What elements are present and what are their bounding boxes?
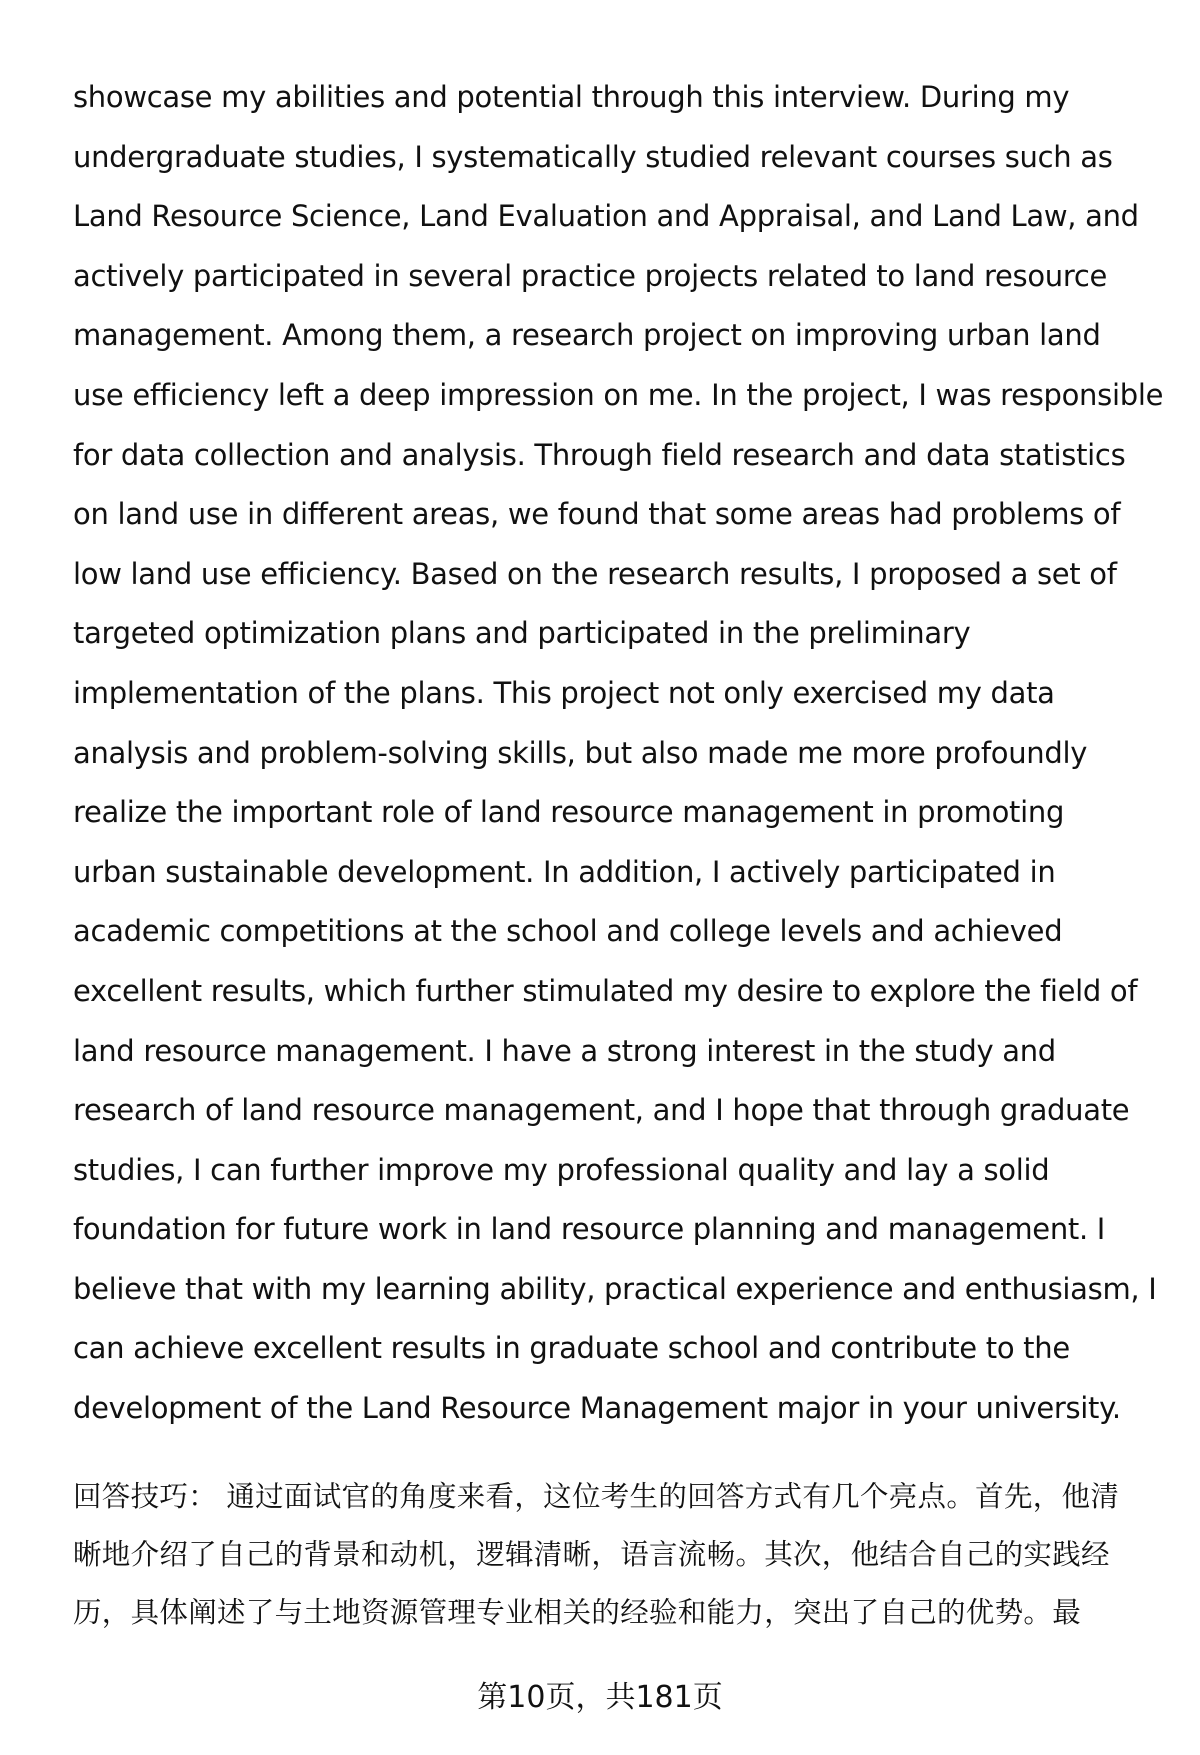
- text-line: Land Resource Science, Land Evaluation and Appraisal, and Land Law, and: [73, 199, 1139, 234]
- answer-paragraph: [73, 68, 1183, 1439]
- text-line: research of land resource management, and I hope that through graduate: [73, 1093, 1130, 1128]
- text-line: academic competitions at the school and college levels and achieved: [73, 914, 1063, 949]
- text-line: 回答技巧： 通过面试官的角度来看，这位考生的回答方式有几个亮点。首先，他清: [73, 1480, 1120, 1513]
- text-line: realize the important role of land resource management in promoting: [73, 795, 1065, 830]
- text-line: land resource management. I have a strong interest in the study and: [73, 1033, 1056, 1068]
- text-line: believe that with my learning ability, practical experience and enthusiasm, I: [73, 1271, 1157, 1306]
- text-line: management. Among them, a research project on improving urban land: [73, 318, 1101, 353]
- text-line: targeted optimization plans and participated in the preliminary: [73, 616, 971, 651]
- text-line: foundation for future work in land resource planning and management. I: [73, 1212, 1106, 1247]
- text-line: low land use efficiency. Based on the research results, I proposed a set of: [73, 556, 1117, 591]
- text-line: showcase my abilities and potential through this interview. During my: [73, 80, 1070, 114]
- text-line: 历，具体阐述了与土地资源管理专业相关的经验和能力，突出了自己的优势。最: [73, 1596, 1082, 1629]
- text-line: urban sustainable development. In addition, I actively participated in: [73, 854, 1056, 889]
- text-line: can achieve excellent results in graduate school and contribute to the: [73, 1331, 1070, 1366]
- text-line: development of the Land Resource Management major in your university.: [73, 1391, 1121, 1426]
- text-line: for data collection and analysis. Through field research and data statistics: [73, 437, 1126, 472]
- text-line: actively participated in several practice projects related to land resource: [73, 258, 1108, 293]
- text-line: analysis and problem-solving skills, but also made me more profoundly: [73, 735, 1088, 770]
- page-number: 第10页，共181页: [477, 1680, 723, 1715]
- text-line: use efficiency left a deep impression on me. In the project, I was responsible: [73, 377, 1164, 412]
- text-line: undergraduate studies, I systematically studied relevant courses such as: [73, 139, 1113, 174]
- text-line: excellent results, which further stimulated my desire to explore the field of: [73, 973, 1138, 1008]
- text-line: 晰地介绍了自己的背景和动机，逻辑清晰，语言流畅。其次，他结合自己的实践经: [73, 1538, 1110, 1571]
- answer-tips-paragraph: [73, 1468, 1183, 1642]
- text-line: implementation of the plans. This project not only exercised my data: [73, 675, 1055, 710]
- text-line: on land use in different areas, we found that some areas had problems of: [73, 497, 1121, 532]
- text-line: studies, I can further improve my professional quality and lay a solid: [73, 1152, 1050, 1187]
